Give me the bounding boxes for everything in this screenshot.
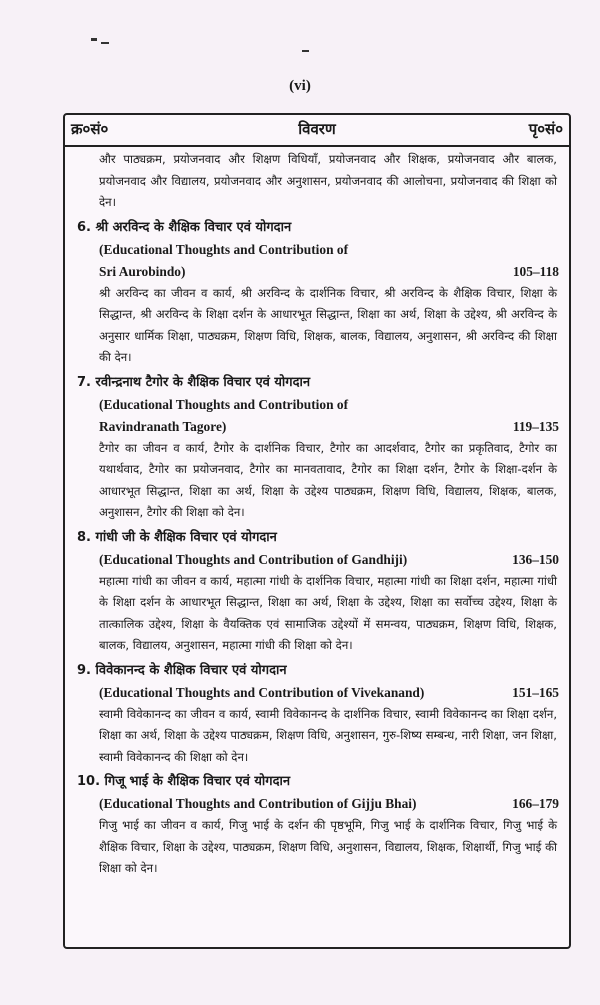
scan-speck [302,50,309,52]
scan-speck [91,38,97,41]
entry-english-title-line2: Sri Aurobindo) [99,263,186,279]
table-header [65,115,569,147]
entry-title: 8. गांधी जी के शैक्षिक विचार एवं योगदान [77,529,277,545]
contents-table [63,113,571,949]
entry-english-title [77,793,559,815]
entry-pages: 136–150 [512,551,559,567]
entry-title: 9. विवेकानन्द के शैक्षिक विचार एवं योगदान [77,662,287,678]
entry-english-title-line2: (Educational Thoughts and Contribution of Gijju Bhai) [99,796,417,811]
header-page: पृ०सं० [528,120,563,138]
scan-speck [101,42,109,44]
table-body [65,147,569,880]
intro-text: और पाठ्यक्रम, प्रयोजनवाद और शिक्षण विधियाँ, प्रयोजनवाद और शिक्षक, प्रयोजनवाद और बालक, प्रयोजनवाद और विद्यालय, प्रयोजनवाद और अनुशासन, प्रयोजनवाद की आलोचना, प्रयोजनवाद की शिक्षा को देन। [99,152,557,209]
entry-english-title [77,682,559,704]
entry-english-title-line2: (Educational Thoughts and Contribution of Vivekanand) [99,684,425,700]
page-number: (vi) [289,78,311,94]
entry-pages: 151–165 [512,684,559,700]
entry-english-title-line2: Ravindranath Tagore) [99,418,227,434]
entry-english-title [77,549,559,571]
entry-english-title [77,261,559,283]
entry-description: टैगोर का जीवन व कार्य, टैगोर के दार्शनिक विचार, टैगोर का आदर्शवाद, टैगोर का प्रकृतिवाद, टैगोर का यथार्थवाद, टैगोर का प्रयोजनवाद, टैगोर का मानवतावाद, टैगोर का शिक्षा दर्शन, टैगोर के शिक्षा-दर्शन के आधारभूत सिद्धान्त, शिक्षा का अर्थ, शिक्षा के उद्देश्य पाठ्यक्रम, शिक्षण विधि, विद्यालय, शिक्षक, बालक, अनुशासन, टैगोर की शिक्षा को देन। [99,440,557,519]
entry-title: 6. श्री अरविन्द के शैक्षिक विचार एवं योगदान [77,219,292,235]
entry-title: 10. गिजू भाई के शैक्षिक विचार एवं योगदान [77,774,291,789]
entry-english-title [77,416,559,438]
entry-english-title-line1: (Educational Thoughts and Contribution of [99,396,349,412]
header-serial: क्र०सं० [71,120,109,138]
header-description: विवरण [298,120,336,138]
entry-description: गिजु भाई का जीवन व कार्य, गिजु भाई के दर्शन की पृष्ठभूमि, गिजु भाई के दार्शनिक विचार, गिजु भाई के शैक्षिक विचार, शिक्षा के उद्देश्य, पाठ्यक्रम, शिक्षण विधि, अनुशासन, विद्यालय, शिक्षक, शिक्षार्थी, गिजु भाई की शिक्षा को देन। [99,818,557,875]
entry-english-title-line1: (Educational Thoughts and Contribution of [99,241,349,257]
entry-description: श्री अरविन्द का जीवन व कार्य, श्री अरविन्द के दार्शनिक विचार, श्री अरविन्द के शैक्षिक विचार, शिक्षा के सिद्धान्त, श्री अरविन्द के शिक्षा दर्शन के आधारभूत सिद्धान्त, शिक्षा का अर्थ, शिक्षा के उद्देश्य, श्री अरविन्द के अनुसार धार्मिक शिक्षा, पाठ्यक्रम, शिक्षण विधि, शिक्षक, बालक, विद्यालय, अनुशासन, श्री अरविन्द की शिक्षा की देन। [99,285,557,364]
entry-description: स्वामी विवेकानन्द का जीवन व कार्य, स्वामी विवेकानन्द के दार्शनिक विचार, स्वामी विवेकानन्द का शिक्षा दर्शन, शिक्षा का अर्थ, शिक्षा के उद्देश्य पाठ्यक्रम, शिक्षण विधि, अनुशासन, गुरु-शिष्य सम्बन्ध, नारी शिक्षा, जन शिक्षा, स्वामी विवेकानन्द की शिक्षा को देन। [99,706,557,764]
entry-pages: 119–135 [512,418,559,434]
entry-english-title-line2: (Educational Thoughts and Contribution of Gandhiji) [99,551,408,567]
entry-title: 7. रवीन्द्रनाथ टैगोर के शैक्षिक विचार एवं योगदान [77,374,311,390]
entry-pages: 166–179 [512,796,559,811]
entry-description: महात्मा गांधी का जीवन व कार्य, महात्मा गांधी के दार्शनिक विचार, महात्मा गांधी का शिक्षा दर्शन, महात्मा गांधी के शिक्षा दर्शन के आधारभूत सिद्धान्त, शिक्षा का अर्थ, शिक्षा के उद्देश्य, शिक्षा का सर्वोच्च उद्देश्य, शिक्षा के तात्कालिक उद्देश्य, शिक्षा के वैयक्तिक एवं सामाजिक उद्देश्यों में समन्वय, पाठ्यक्रम, शिक्षण विधि, शिक्षक, बालक, विद्यालय, अनुशासन, महात्मा गांधी की शिक्षा को देन। [99,573,557,652]
entry-pages: 105–118 [512,263,559,279]
